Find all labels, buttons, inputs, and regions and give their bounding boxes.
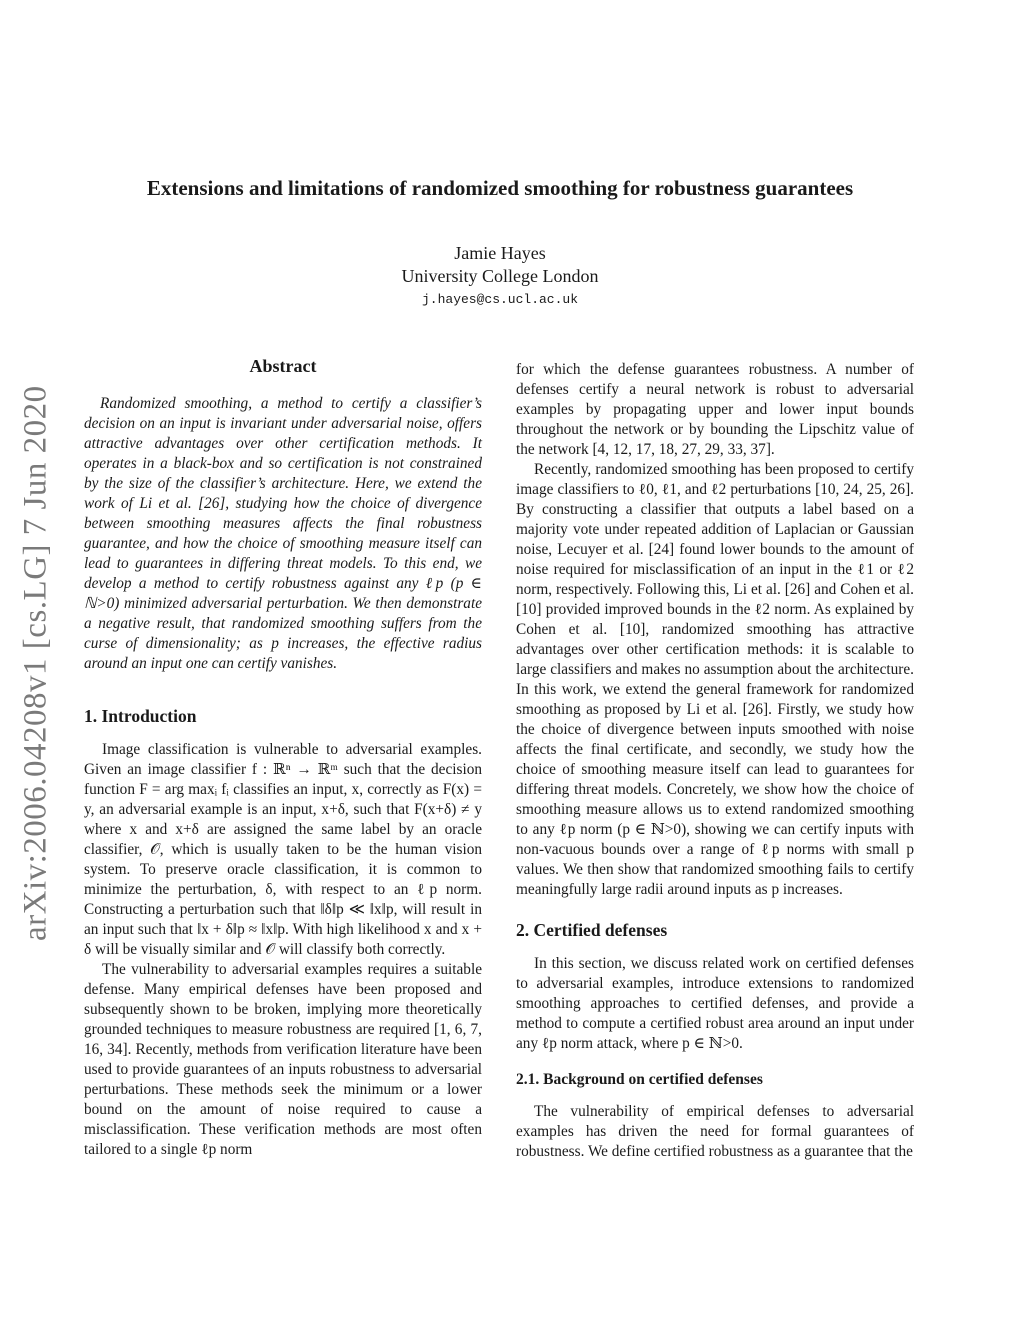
section-heading-introduction: 1. Introduction	[84, 706, 197, 726]
intro-paragraph-2: The vulnerability to adversarial examples requires a suitable defense. Many empirical defenses have been proposed and subsequently shown to be broken, implying more theoretically grounded techniques to measure robustness are required [1, 6, 7, 16, 34]. Recently, methods from verification literature have been used to provide guarantees of an inputs robustness to adversarial perturbations. These methods seek the minimum or a lower bound on the amount of noise required to cause a misclassification. These verification methods are most often tailored to a single ℓp norm	[84, 961, 482, 1158]
arxiv-identifier: arXiv:2006.04208v1 [cs.LG] 7 Jun 2020	[17, 385, 54, 941]
background-paragraph-1: The vulnerability of empirical defenses to adversarial examples has driven the need for formal guarantees of robustness. We define certified robustness as a guarantee that the	[516, 1103, 914, 1160]
intro-paragraph-2-continued: for which the defense guarantees robustness. A number of defenses certify a neural network is robust to adversarial examples by propagating upper and lower input bounds throughout the network or by bounding the Lipschitz value of the network [4, 12, 17, 18, 27, 29, 33, 37].	[516, 361, 914, 458]
right-column	[516, 360, 914, 1162]
certified-paragraph-1: In this section, we discuss related work on certified defenses to adversarial examples, introduce extensions to randomized smoothing approaches to certified defenses, and provide a method to compute a certified robust area around an input under any ℓp norm attack, where p ∈ ℕ>0.	[516, 955, 914, 1052]
author-name: Jamie Hayes	[454, 243, 546, 263]
section-heading-certified-defenses: 2. Certified defenses	[516, 920, 668, 940]
abstract-heading: Abstract	[249, 356, 317, 376]
paper-title: Extensions and limitations of randomized smoothing for robustness guarantees	[146, 176, 854, 200]
left-column	[84, 356, 482, 1160]
abstract-text: Randomized smoothing, a method to certify a classifier’s decision on an input is invariant under adversarial noise, offers attractive advantages over other certification methods. It operates in a black-box and so certification is not constrained by the size of the classifier’s architecture. Here, we extend the work of Li et al. [26], studying how the choice of divergence between smoothing measures affects the final robustness guarantee, and how the choice of smoothing measure itself can lead to guarantees in differing threat models. To this end, we develop a method to certify robustness against any ℓp (p ∈ ℕ>0) minimized adversarial perturbation. We then demonstrate a negative result, that randomized smoothing suffers from the curse of dimensionality; as p increases, the effective radius around an input one can certify vanishes.	[84, 395, 482, 672]
author-affiliation: University College London	[401, 266, 599, 286]
subsection-heading-background: 2.1. Background on certified defenses	[516, 1071, 763, 1088]
intro-paragraph-3: Recently, randomized smoothing has been proposed to certify image classifiers to ℓ0, ℓ1, and ℓ2 perturbations [10, 24, 25, 26]. By constructing a classifier that outputs a label based on a majority vote under repeated addition of Laplacian or Gaussian noise, Lecuyer et al. [24] found lower bounds to the amount of noise required for misclassification of an input in the ℓ1 or ℓ2 norm, respectively. Following this, Li et al. [26] and Cohen et al. [10] provided improved bounds in the ℓ2 norm. As explained by Cohen et al. [10], randomized smoothing has attractive advantages over other certification methods: it is scalable to large classifiers and makes no assumption about the architecture. In this work, we extend the general framework for randomized smoothing as proposed by Li et al. [26]. Firstly, we study how the choice of divergence between inputs smoothed with noise affects the final certificate, and secondly, we study how the choice of smoothing measure itself can lead to guarantees for differing threat models. Concretely, we show how the choice of smoothing measure allows us to extend randomized smoothing to any ℓp norm (p ∈ ℕ>0), showing we can certify inputs with non-vacuous bounds over a range of ℓp norms with small p values. We then show that randomized smoothing fails to certify meaningfully large radii around inputs as p increases.	[516, 461, 914, 898]
author-email: j.hayes@cs.ucl.ac.uk	[421, 292, 579, 307]
author-block	[300, 242, 700, 288]
intro-paragraph-1: Image classification is vulnerable to adversarial examples. Given an image classifier f : ℝⁿ → ℝᵐ such that the decision function F = arg maxᵢ fᵢ classifies an input, x, correctly as F(x) = y, an adversarial example is an input, x+δ, such that F(x+δ) ≠ y where x and x+δ are assigned the same label by an oracle classifier, 𝒪, which is usually taken to be the human vision system. To preserve oracle classification, it is common to minimize the perturbation, δ, with respect to an ℓp norm. Constructing a perturbation such that ‖δ‖p ≪ ‖x‖p, will result in an input such that ‖x + δ‖p ≈ ‖x‖p. With high likelihood x and x + δ will be visually similar and 𝒪 will classify both correctly.	[84, 741, 482, 958]
